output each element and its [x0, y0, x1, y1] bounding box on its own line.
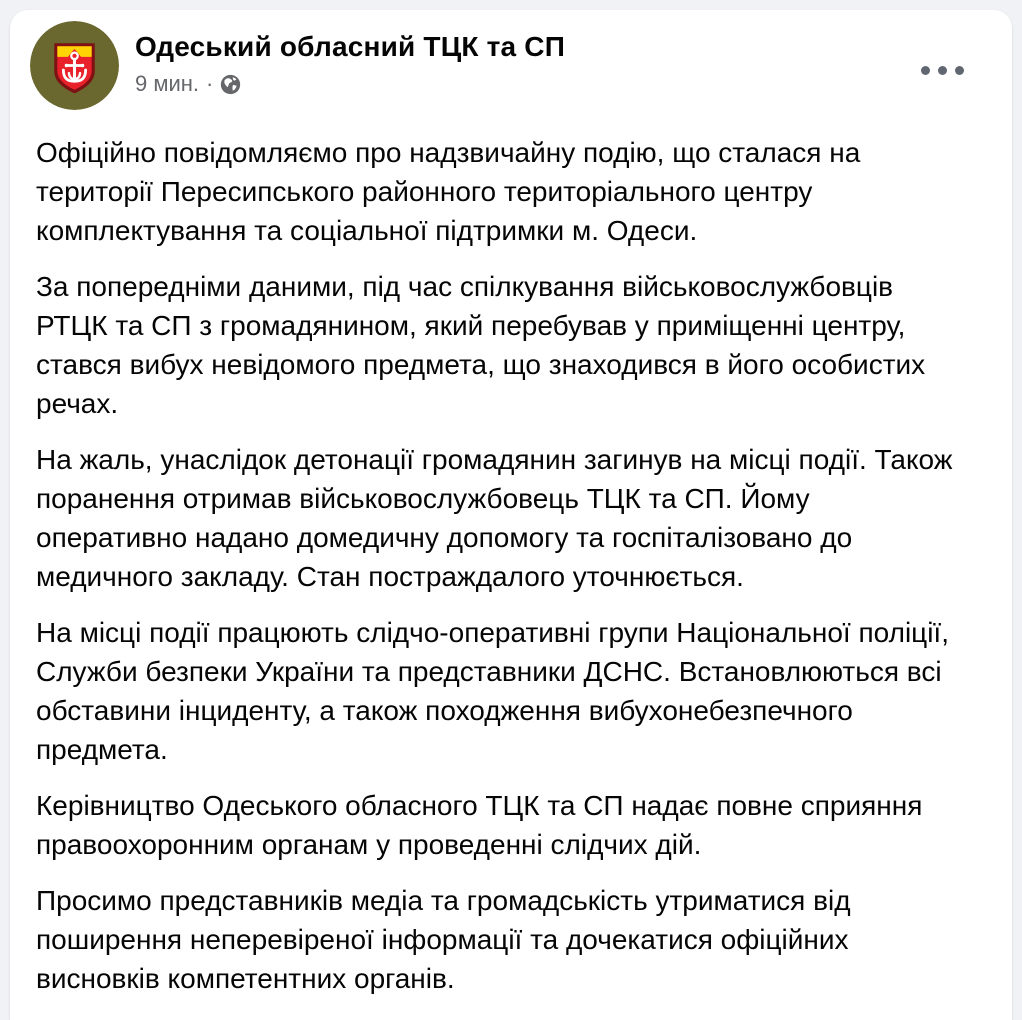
post-paragraph: Офіційно повідомляємо про надзвичайну подію, що сталася на території Пересипського районного територіального центру комплектування та соціальної підтримки м. Одеси.: [36, 137, 861, 246]
more-options-button[interactable]: [915, 60, 970, 81]
post-paragraph: За попередніми даними, під час спілкування військовослужбовців РТЦК та СП з громадянином, який перебував у приміщенні центру, стався вибух невідомого предмета, що знаходився в його особистих речах.: [36, 271, 926, 419]
post-paragraph: На місці події працюють слідчо-оперативні групи Національної поліції, Служби безпеки України та представники ДСНС. Встановлюються всі обставини інциденту, а також походження вибухонебезпечного предмета.: [36, 617, 949, 765]
post-paragraph: Керівництво Одеського обласного ТЦК та СП надає повне сприяння правоохоронним органам у проведенні слідчих дій.: [36, 790, 923, 860]
ellipsis-dot: [955, 66, 964, 75]
globe-icon: [220, 74, 241, 95]
meta-separator: ·: [206, 71, 214, 96]
post-body: [10, 110, 996, 998]
post-meta-row: [135, 71, 565, 97]
timestamp[interactable]: 9 мин.: [135, 71, 200, 96]
odesa-tcc-emblem-icon: [30, 21, 119, 110]
post-header-text: [135, 21, 565, 97]
ellipsis-dot: [938, 66, 947, 75]
ellipsis-dot: [921, 66, 930, 75]
post-header: [10, 10, 1012, 110]
post-paragraph: Просимо представників медіа та громадськість утриматися від поширення неперевіреної інформації та дочекатися офіційних висновків компетентних органів.: [36, 885, 851, 994]
avatar[interactable]: [30, 21, 119, 110]
author-name[interactable]: Одеський обласний ТЦК та СП: [135, 31, 566, 62]
post-paragraph: На жаль, унаслідок детонації громадянин загинув на місці події. Також поранення отримав військовослужбовець ТЦК та СП. Йому оперативно надано домедичну допомогу та госпіталізовано до медичного закладу. Стан постраждалого уточнюється.: [36, 444, 953, 592]
facebook-post-card: [10, 10, 1012, 1020]
